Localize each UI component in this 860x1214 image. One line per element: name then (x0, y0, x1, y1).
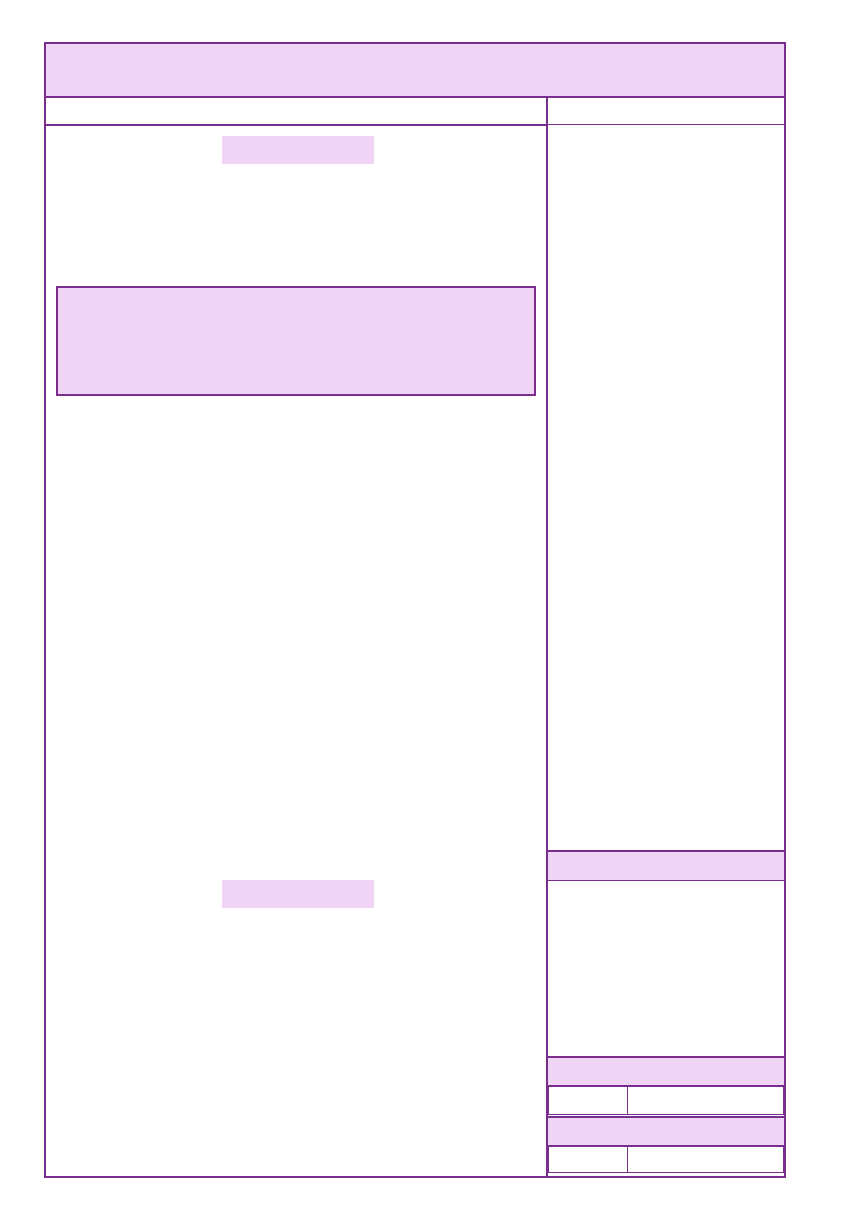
wednesday-table (548, 1145, 784, 1173)
teacher-names (628, 1086, 784, 1115)
section-word-heading (222, 136, 374, 164)
leader-label (549, 1146, 628, 1173)
leader-name (628, 1146, 784, 1173)
staff-line (46, 98, 546, 126)
section-eucharist-heading (222, 880, 374, 908)
teacher-label (549, 1086, 628, 1115)
wednesday-heading (548, 1116, 784, 1147)
page-title (46, 44, 784, 98)
liturgy-column (46, 98, 548, 1176)
info-column (548, 98, 784, 1176)
collect-prayer (56, 286, 536, 396)
bulletin-frame (44, 42, 786, 1178)
intercession-heading (548, 98, 784, 125)
sunday-school-heading (548, 1056, 784, 1087)
next-week-heading (548, 850, 784, 881)
sunday-school-table (548, 1085, 784, 1115)
